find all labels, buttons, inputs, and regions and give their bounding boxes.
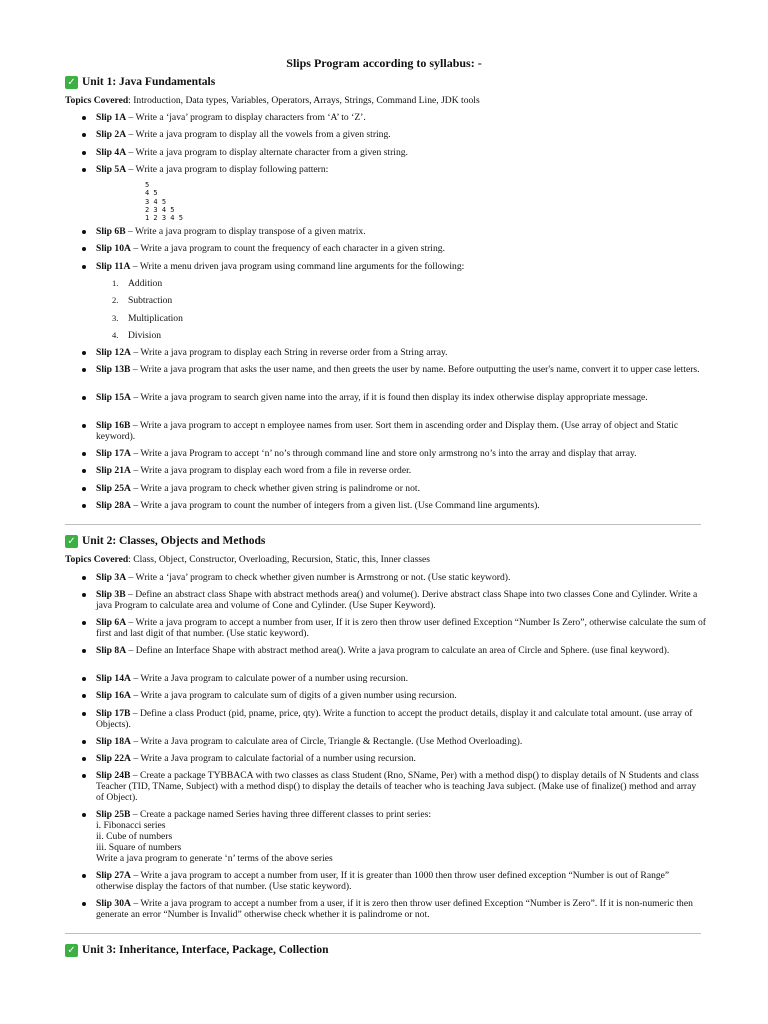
option-label: Addition [128,278,163,289]
list-item [96,589,706,611]
option-label: Multiplication [128,313,183,324]
series-line: iii. Square of numbers [96,842,182,853]
slip-id: Slip 25B [96,809,131,820]
unit-3-title: Unit 3: Inheritance, Interface, Package, Collection [82,944,329,956]
slip-id: Slip 22A [96,753,131,764]
unit-3-heading [65,943,329,957]
slip-text: – Write a Java program to calculate power of a number using recursion. [130,673,408,684]
slip-text: – Write a java program to accept a number from user, If it is zero then throw user defined Exception “Number Is Zero”, otherwise calculate the sum of first and last digit of that number. (Use static keyword). [96,617,706,639]
list-item [96,673,706,684]
list-item [96,708,706,730]
list-item [96,261,706,272]
slip-id: Slip 27A [96,870,131,881]
list-item [96,753,706,764]
list-item [96,483,706,494]
list-item [96,448,706,459]
section-divider [65,524,701,525]
slip-text: – Write a ‘java’ program to display characters from ‘A’ to ‘Z’. [126,112,366,123]
slip-id: Slip 2A [96,129,127,140]
list-item [96,572,706,583]
slip-id: Slip 10A [96,243,131,254]
list-item [96,690,706,701]
slip-text: – Write a java program to display transpose of a given matrix. [125,226,366,237]
list-item [96,112,706,123]
slip-id: Slip 28A [96,500,131,511]
list-item [96,147,706,158]
slip-text: – Write a java program to display each String in reverse order from a String array. [130,347,448,358]
list-item [96,243,706,254]
slip-id: Slip 3A [96,572,127,583]
list-item [96,870,706,892]
series-line: Write a java program to generate ‘n’ terms of the above series [96,853,333,864]
slip-text: – Create a package named Series having three different classes to print series: [130,809,431,820]
slip-text: – Define an Interface Shape with abstract method area(). Write a java program to calculate an area of Circle and Sphere. (use final keyword). [126,645,670,656]
list-item [96,347,706,358]
slip-id: Slip 4A [96,147,127,158]
option-label: Subtraction [128,295,173,306]
option-number: 2. [112,295,119,305]
slip-text: – Write a java program to display following pattern: [126,164,329,175]
slip-text: – Write a Java program to calculate factorial of a number using recursion. [130,753,416,764]
series-line: i. Fibonacci series [96,820,166,831]
slip-text: – Write a java program to display each word from a file in reverse order. [130,465,412,476]
slip-text: – Create a package TYBBACA with two classes as class Student (Rno, SName, Per) with a method disp() to display details of N Students and class Teacher (TID, TName, Subject) with a method disp() to display the details of teacher who is teaching Java subject. (Make use of finalize() method and array of Object). [96,770,699,803]
slip-text: – Write a java program to count the frequency of each character in a given string. [130,243,445,254]
slip-text: – Write a java program to accept a number from a user, if it is zero then throw user defined Exception “Number is Zero”. If it is non-numeric then generate an error “Number is Invalid” otherwise check whether it is palindrome or not. [96,898,693,920]
slip-id: Slip 8A [96,645,127,656]
list-item [96,617,706,639]
option-number: 4. [112,330,119,340]
document-title: Slips Program according to syllabus: - [286,56,482,70]
slip-text: – Write a java program to calculate sum of digits of a given number using recursion. [130,690,457,701]
slip-text: – Write a java Program to accept ‘n’ no’s through command line and store only armstrong no’s into the array and display that array. [130,448,637,459]
slip-id: Slip 25A [96,483,131,494]
slip-id: Slip 1A [96,112,127,123]
slip-id: Slip 21A [96,465,131,476]
slip-id: Slip 13B [96,364,131,375]
slip-text: – Write a java program to check whether given string is palindrome or not. [130,483,420,494]
slip-id: Slip 17A [96,448,131,459]
unit-2-title: Unit 2: Classes, Objects and Methods [82,535,266,547]
slip-text: – Define a class Product (pid, pname, price, qty). Write a function to accept the product details, display it and calculate total amount. (use array of Objects). [96,708,693,730]
slip-id: Slip 5A [96,164,127,175]
slip-text: – Write a java program to accept n employee names from user. Sort them in ascending order and Display them. (Use array of object and Static keyword). [96,420,679,442]
slip-text: – Write a java program to search given name into the array, if it is found then display its index otherwise display appropriate message. [130,392,648,403]
topics-text: : Class, Object, Constructor, Overloading, Recursion, Static, this, Inner classes [128,554,430,565]
section-divider [65,933,701,934]
slip-id: Slip 18A [96,736,131,747]
slip-id: Slip 16B [96,420,131,431]
list-item [96,129,706,140]
slip-id: Slip 3B [96,589,126,600]
slip-text: – Write a java program to count the number of integers from a given list. (Use Command line arguments). [130,500,540,511]
slip-id: Slip 24B [96,770,131,781]
slip-text: – Write a java program to display alternate character from a given string. [126,147,408,158]
list-item [96,420,706,442]
slip-text: – Write a java program to accept a number from user, If it is greater than 1000 then throw user defined exception “Number is out of Range” otherwise display the factors of that number. (Use static keyword). [96,870,670,892]
series-line: ii. Cube of numbers [96,831,173,842]
slip-id: Slip 16A [96,690,131,701]
check-mark-icon: ✓ [65,944,78,957]
number-pattern: 5 4 5 3 4 5 2 3 4 5 1 2 3 4 5 [145,181,183,223]
list-item [96,500,706,511]
option-number: 1. [112,278,119,288]
list-item [96,898,706,920]
topics-label: Topics Covered [65,95,129,106]
unit-1-heading [65,75,215,89]
slip-text: – Define an abstract class Shape with abstract methods area() and volume(). Derive abstract class Shape into two classes Cone and Cylinder. Write a java Program to calculate area and volume of Cone and Cylinder. (Use Super Keyword). [96,589,698,611]
check-mark-icon: ✓ [65,535,78,548]
unit-1-topics [65,95,480,106]
slip-text: – Write a ‘java’ program to check whether given number is Armstrong or not. (Use static keyword). [126,572,511,583]
list-item [96,392,706,403]
list-item [96,364,706,375]
slip-id: Slip 30A [96,898,131,909]
list-item [96,645,706,656]
unit-2-heading [65,534,265,548]
slip-text: – Write a java program that asks the user name, and then greets the user by name. Before outputting the user's name, convert it to upper case letters. [130,364,700,375]
slip-text: – Write a Java program to calculate area of Circle, Triangle & Rectangle. (Use Method Overloading). [130,736,523,747]
slip-id: Slip 14A [96,673,131,684]
list-item [96,770,706,803]
list-item [96,736,706,747]
list-item [96,164,706,175]
slip-id: Slip 12A [96,347,131,358]
unit-1-title: Unit 1: Java Fundamentals [82,76,216,88]
list-item [96,465,706,476]
list-item [96,809,706,864]
list-item [96,226,706,237]
option-number: 3. [112,313,119,323]
topics-label: Topics Covered [65,554,129,565]
check-mark-icon: ✓ [65,76,78,89]
unit-2-topics [65,554,430,565]
topics-text: : Introduction, Data types, Variables, Operators, Arrays, Strings, Command Line, JDK tools [128,95,480,106]
slip-text: – Write a menu driven java program using command line arguments for the following: [130,261,465,272]
option-label: Division [128,330,162,341]
slip-id: Slip 6B [96,226,126,237]
slip-id: Slip 6A [96,617,127,628]
slip-id: Slip 17B [96,708,131,719]
slip-text: – Write a java program to display all the vowels from a given string. [126,129,391,140]
slip-id: Slip 15A [96,392,131,403]
slip-id: Slip 11A [96,261,131,272]
